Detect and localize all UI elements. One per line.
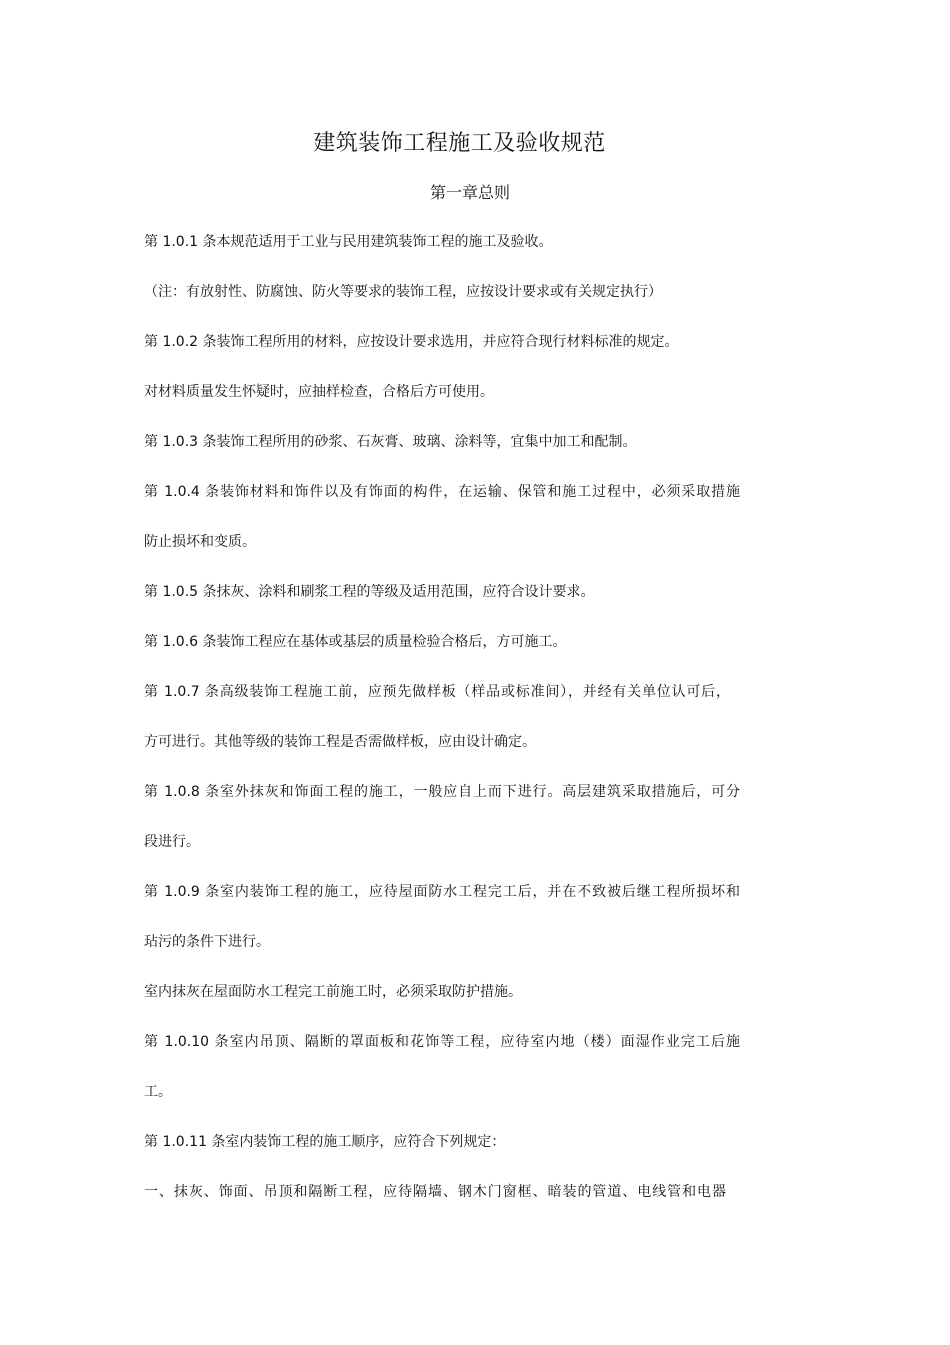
paragraph-line: 第 1.0.10 条室内吊顶、隔断的罩面板和花饰等工程，应待室内地（楼）面湿作业完工后施: [144, 1034, 740, 1050]
paragraph-line: 第 1.0.6 条装饰工程应在基体或基层的质量检验合格后，方可施工。: [144, 634, 567, 650]
paragraph-line: 第 1.0.4 条装饰材料和饰件以及有饰面的构件，在运输、保管和施工过程中，必须采取措施: [144, 484, 740, 500]
paragraph-line: 第 1.0.9 条室内装饰工程的施工，应待屋面防水工程完工后，并在不致被后继工程所损坏和: [144, 884, 740, 900]
document-title: 建筑装饰工程施工及验收规范: [313, 131, 606, 156]
paragraph-line: 第 1.0.11 条室内装饰工程的施工顺序，应符合下列规定：: [144, 1134, 506, 1150]
paragraph-line: 第 1.0.8 条室外抹灰和饰面工程的施工，一般应自上而下进行。高层建筑采取措施后，可分: [144, 784, 740, 800]
paragraph-line: 工。: [144, 1084, 172, 1100]
paragraph-line: （注：有放射性、防腐蚀、防火等要求的装饰工程，应按设计要求或有关规定执行）: [144, 284, 662, 300]
paragraph-line: 第 1.0.3 条装饰工程所用的砂浆、石灰膏、玻璃、涂料等，宜集中加工和配制。: [144, 434, 637, 450]
paragraph-line: 玷污的条件下进行。: [144, 934, 270, 950]
chapter-heading: 第一章总则: [429, 183, 510, 202]
paragraph-line: 防止损坏和变质。: [144, 534, 256, 550]
paragraph-line: 一、抹灰、饰面、吊顶和隔断工程，应待隔墙、钢木门窗框、暗装的管道、电线管和电器: [144, 1184, 726, 1200]
paragraph-line: 第 1.0.5 条抹灰、涂料和刷浆工程的等级及适用范围，应符合设计要求。: [144, 584, 595, 600]
paragraph-line: 对材料质量发生怀疑时，应抽样检查，合格后方可使用。: [144, 384, 494, 400]
paragraph-line: 第 1.0.1 条本规范适用于工业与民用建筑装饰工程的施工及验收。: [144, 234, 553, 250]
paragraph-line: 方可进行。其他等级的装饰工程是否需做样板，应由设计确定。: [144, 734, 536, 750]
paragraph-line: 第 1.0.7 条高级装饰工程施工前，应预先做样板（样品或标准间），并经有关单位认可后，: [144, 684, 730, 700]
paragraph-line: 室内抹灰在屋面防水工程完工前施工时，必须采取防护措施。: [144, 984, 522, 1000]
paragraph-line: 第 1.0.2 条装饰工程所用的材料，应按设计要求选用，并应符合现行材料标准的规定。: [144, 334, 679, 350]
paragraph-line: 段进行。: [144, 834, 200, 850]
